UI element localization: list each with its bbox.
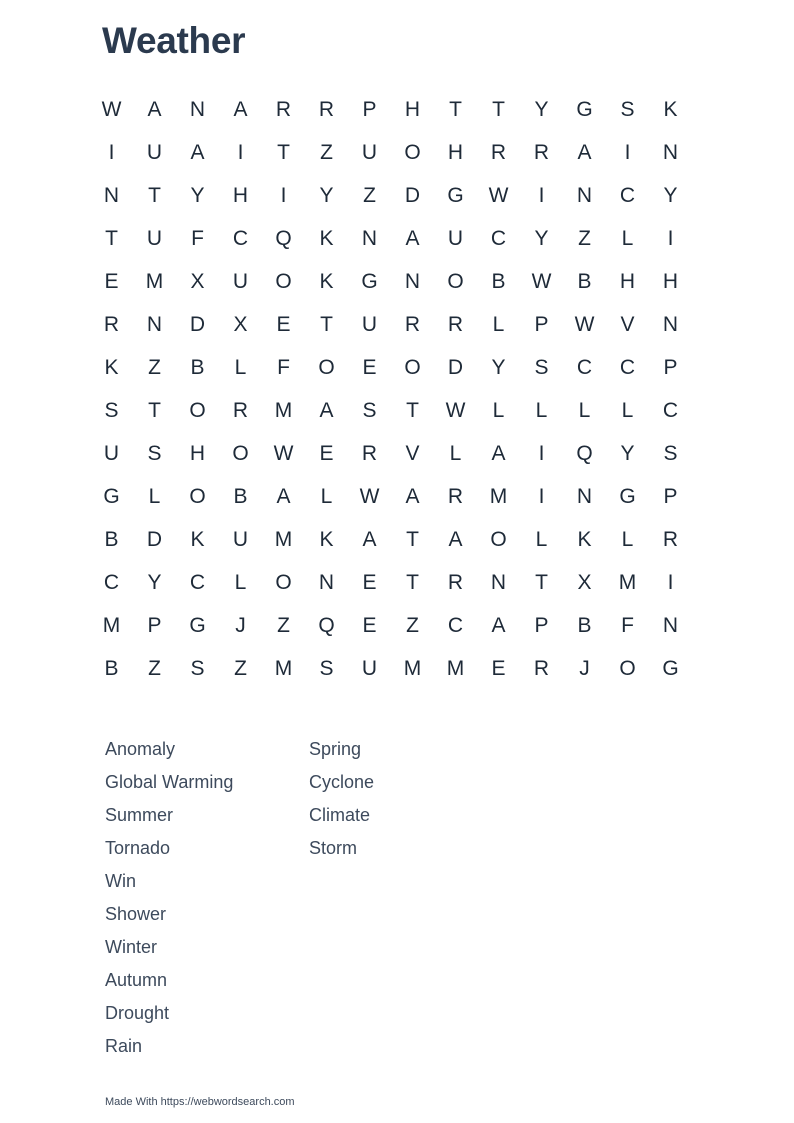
- grid-cell: M: [403, 656, 422, 680]
- grid-cell: L: [621, 398, 634, 422]
- grid-cell: Z: [578, 226, 591, 250]
- grid-cell: U: [361, 656, 378, 680]
- grid-cell: R: [662, 527, 679, 551]
- grid-cell: P: [534, 312, 549, 336]
- grid-cell: D: [447, 355, 464, 379]
- grid-cell: X: [233, 312, 248, 336]
- grid-cell: M: [274, 527, 293, 551]
- grid-cell: Q: [576, 441, 593, 465]
- grid-cell: Y: [620, 441, 635, 465]
- grid-cell: U: [146, 226, 163, 250]
- grid-cell: A: [190, 140, 205, 164]
- word-list-item: Anomaly: [105, 739, 176, 759]
- grid-cell: L: [320, 484, 333, 508]
- grid-cell: K: [319, 269, 334, 293]
- grid-cell: H: [619, 269, 636, 293]
- grid-cell: K: [663, 97, 678, 121]
- grid-cell: S: [663, 441, 678, 465]
- grid-cell: W: [531, 269, 552, 293]
- grid-cell: H: [232, 183, 249, 207]
- grid-cell: N: [146, 312, 163, 336]
- grid-cell: M: [102, 613, 121, 637]
- grid-cell: E: [362, 355, 377, 379]
- word-list-item: Global Warming: [105, 772, 234, 792]
- grid-cell: Z: [148, 656, 161, 680]
- grid-cell: B: [233, 484, 248, 508]
- grid-cell: D: [404, 183, 421, 207]
- grid-cell: A: [577, 140, 592, 164]
- grid-cell: T: [406, 398, 419, 422]
- grid-cell: E: [491, 656, 506, 680]
- grid-cell: Z: [277, 613, 290, 637]
- grid-row: [90, 647, 692, 690]
- grid-row: [90, 303, 692, 346]
- grid-cell: M: [446, 656, 465, 680]
- grid-cell: X: [190, 269, 205, 293]
- grid-cell: J: [579, 656, 590, 680]
- grid-cell: R: [447, 484, 464, 508]
- grid-cell: T: [320, 312, 333, 336]
- grid-cell: K: [319, 226, 334, 250]
- grid-cell: I: [108, 140, 115, 164]
- grid-cell: Q: [318, 613, 335, 637]
- grid-cell: W: [359, 484, 380, 508]
- grid-cell: A: [448, 527, 463, 551]
- grid-cell: N: [318, 570, 335, 594]
- letter-grid: [90, 88, 692, 690]
- grid-cell: A: [276, 484, 291, 508]
- word-column: [309, 736, 513, 1066]
- grid-cell: N: [404, 269, 421, 293]
- grid-row: [90, 131, 692, 174]
- grid-cell: K: [319, 527, 334, 551]
- grid-cell: N: [576, 183, 593, 207]
- grid-cell: T: [406, 570, 419, 594]
- grid-cell: K: [190, 527, 205, 551]
- word-list-item: Cyclone: [309, 772, 375, 792]
- grid-cell: I: [237, 140, 244, 164]
- grid-cell: R: [404, 312, 421, 336]
- grid-cell: L: [535, 398, 548, 422]
- grid-cell: B: [104, 527, 119, 551]
- grid-cell: G: [103, 484, 120, 508]
- grid-cell: M: [618, 570, 637, 594]
- grid-cell: L: [621, 527, 634, 551]
- grid-cell: U: [103, 441, 120, 465]
- grid-cell: R: [447, 312, 464, 336]
- grid-cell: U: [232, 269, 249, 293]
- grid-cell: M: [145, 269, 164, 293]
- grid-cell: A: [362, 527, 377, 551]
- grid-cell: O: [447, 269, 464, 293]
- grid-cell: N: [662, 140, 679, 164]
- grid-cell: S: [190, 656, 205, 680]
- grid-cell: E: [104, 269, 119, 293]
- grid-row: [90, 346, 692, 389]
- grid-cell: O: [189, 398, 206, 422]
- grid-cell: L: [148, 484, 161, 508]
- grid-cell: Y: [663, 183, 678, 207]
- grid-cell: U: [361, 140, 378, 164]
- grid-cell: Y: [147, 570, 162, 594]
- grid-cell: R: [533, 656, 550, 680]
- grid-cell: B: [104, 656, 119, 680]
- grid-cell: O: [232, 441, 249, 465]
- grid-cell: B: [577, 613, 592, 637]
- grid-cell: H: [404, 97, 421, 121]
- grid-cell: S: [534, 355, 549, 379]
- grid-cell: D: [146, 527, 163, 551]
- grid-cell: C: [619, 355, 636, 379]
- grid-cell: G: [576, 97, 593, 121]
- grid-cell: Y: [491, 355, 506, 379]
- word-list-item: Winter: [105, 937, 158, 957]
- grid-cell: Z: [234, 656, 247, 680]
- word-list-item: Drought: [105, 1003, 170, 1023]
- grid-cell: Y: [190, 183, 205, 207]
- grid-cell: G: [662, 656, 679, 680]
- grid-cell: L: [492, 312, 505, 336]
- word-list-item: Summer: [105, 805, 174, 825]
- grid-cell: C: [490, 226, 507, 250]
- word-list: [105, 736, 513, 1066]
- word-list-item: Climate: [309, 805, 371, 825]
- grid-cell: G: [189, 613, 206, 637]
- grid-cell: Z: [320, 140, 333, 164]
- grid-cell: I: [538, 441, 545, 465]
- word-list-item: Tornado: [105, 838, 171, 858]
- grid-cell: O: [275, 570, 292, 594]
- grid-cell: N: [662, 312, 679, 336]
- grid-cell: C: [619, 183, 636, 207]
- grid-row: [90, 604, 692, 647]
- grid-cell: T: [492, 97, 505, 121]
- grid-cell: O: [275, 269, 292, 293]
- grid-cell: H: [662, 269, 679, 293]
- grid-cell: W: [445, 398, 466, 422]
- grid-cell: P: [147, 613, 162, 637]
- grid-cell: C: [447, 613, 464, 637]
- word-column: [105, 736, 309, 1066]
- grid-row: [90, 88, 692, 131]
- grid-cell: N: [662, 613, 679, 637]
- page-title: Weather: [102, 20, 246, 61]
- grid-cell: A: [147, 97, 162, 121]
- grid-cell: I: [667, 226, 674, 250]
- grid-cell: S: [104, 398, 119, 422]
- grid-cell: C: [232, 226, 249, 250]
- grid-cell: R: [361, 441, 378, 465]
- grid-cell: U: [447, 226, 464, 250]
- grid-cell: V: [620, 312, 635, 336]
- grid-cell: R: [232, 398, 249, 422]
- grid-cell: T: [535, 570, 548, 594]
- grid-cell: C: [103, 570, 120, 594]
- grid-cell: O: [490, 527, 507, 551]
- grid-cell: U: [232, 527, 249, 551]
- grid-cell: E: [362, 613, 377, 637]
- grid-cell: B: [190, 355, 205, 379]
- grid-cell: T: [406, 527, 419, 551]
- word-list-item: Autumn: [105, 970, 168, 990]
- grid-cell: A: [319, 398, 334, 422]
- word-list-item: Spring: [309, 739, 362, 759]
- grid-row: [90, 389, 692, 432]
- grid-cell: L: [621, 226, 634, 250]
- grid-cell: N: [103, 183, 120, 207]
- grid-cell: O: [318, 355, 335, 379]
- grid-cell: E: [362, 570, 377, 594]
- grid-cell: N: [189, 97, 206, 121]
- grid-cell: R: [103, 312, 120, 336]
- grid-cell: K: [104, 355, 119, 379]
- grid-cell: N: [490, 570, 507, 594]
- grid-cell: L: [492, 398, 505, 422]
- grid-cell: F: [277, 355, 290, 379]
- grid-cell: L: [234, 570, 247, 594]
- grid-cell: L: [535, 527, 548, 551]
- grid-cell: F: [191, 226, 204, 250]
- grid-cell: O: [404, 140, 421, 164]
- grid-cell: L: [578, 398, 591, 422]
- grid-cell: M: [274, 656, 293, 680]
- grid-cell: Z: [148, 355, 161, 379]
- grid-cell: A: [405, 484, 420, 508]
- grid-cell: P: [362, 97, 377, 121]
- grid-cell: U: [361, 312, 378, 336]
- grid-cell: E: [276, 312, 291, 336]
- word-list-item: Win: [105, 871, 136, 891]
- grid-cell: Y: [534, 97, 549, 121]
- grid-cell: A: [405, 226, 420, 250]
- grid-cell: T: [148, 183, 161, 207]
- grid-row: [90, 561, 692, 604]
- grid-cell: A: [233, 97, 248, 121]
- grid-cell: L: [449, 441, 462, 465]
- grid-cell: I: [538, 183, 545, 207]
- grid-cell: Z: [406, 613, 419, 637]
- grid-cell: K: [577, 527, 592, 551]
- grid-cell: W: [488, 183, 509, 207]
- grid-cell: E: [319, 441, 334, 465]
- grid-cell: P: [534, 613, 549, 637]
- grid-cell: C: [662, 398, 679, 422]
- grid-cell: D: [189, 312, 206, 336]
- grid-cell: V: [405, 441, 420, 465]
- grid-cell: W: [273, 441, 294, 465]
- grid-row: [90, 475, 692, 518]
- grid-cell: I: [667, 570, 674, 594]
- grid-cell: M: [489, 484, 508, 508]
- grid-cell: Y: [319, 183, 334, 207]
- word-list-item: Rain: [105, 1036, 143, 1056]
- grid-row: [90, 432, 692, 475]
- grid-cell: O: [404, 355, 421, 379]
- grid-cell: S: [620, 97, 635, 121]
- grid-cell: Q: [275, 226, 292, 250]
- grid-cell: R: [490, 140, 507, 164]
- grid-cell: H: [189, 441, 206, 465]
- grid-row: [90, 260, 692, 303]
- grid-cell: S: [319, 656, 334, 680]
- grid-cell: R: [533, 140, 550, 164]
- grid-cell: L: [234, 355, 247, 379]
- grid-cell: N: [361, 226, 378, 250]
- grid-cell: T: [105, 226, 118, 250]
- grid-row: [90, 174, 692, 217]
- grid-cell: S: [362, 398, 377, 422]
- grid-cell: T: [148, 398, 161, 422]
- grid-row: [90, 217, 692, 260]
- grid-cell: S: [147, 441, 162, 465]
- grid-cell: O: [619, 656, 636, 680]
- grid-cell: W: [574, 312, 595, 336]
- grid-cell: Y: [534, 226, 549, 250]
- grid-cell: R: [318, 97, 335, 121]
- grid-cell: X: [577, 570, 592, 594]
- grid-cell: A: [491, 613, 506, 637]
- grid-cell: O: [189, 484, 206, 508]
- footer-credit: Made With https://webwordsearch.com: [105, 1096, 295, 1108]
- grid-cell: F: [621, 613, 634, 637]
- grid-cell: G: [619, 484, 636, 508]
- grid-cell: T: [277, 140, 290, 164]
- grid-cell: B: [491, 269, 506, 293]
- grid-cell: H: [447, 140, 464, 164]
- grid-cell: N: [576, 484, 593, 508]
- grid-cell: I: [280, 183, 287, 207]
- grid-cell: M: [274, 398, 293, 422]
- grid-cell: T: [449, 97, 462, 121]
- grid-row: [90, 518, 692, 561]
- grid-cell: R: [447, 570, 464, 594]
- grid-cell: C: [576, 355, 593, 379]
- grid-cell: I: [538, 484, 545, 508]
- grid-cell: R: [275, 97, 292, 121]
- grid-cell: G: [361, 269, 378, 293]
- grid-cell: B: [577, 269, 592, 293]
- word-list-item: Storm: [309, 838, 358, 858]
- grid-cell: G: [447, 183, 464, 207]
- grid-cell: J: [235, 613, 246, 637]
- grid-cell: U: [146, 140, 163, 164]
- grid-cell: I: [624, 140, 631, 164]
- grid-cell: A: [491, 441, 506, 465]
- grid-cell: Z: [363, 183, 376, 207]
- grid-cell: P: [663, 484, 678, 508]
- grid-cell: C: [189, 570, 206, 594]
- word-list-item: Shower: [105, 904, 167, 924]
- grid-cell: W: [101, 97, 122, 121]
- grid-cell: P: [663, 355, 678, 379]
